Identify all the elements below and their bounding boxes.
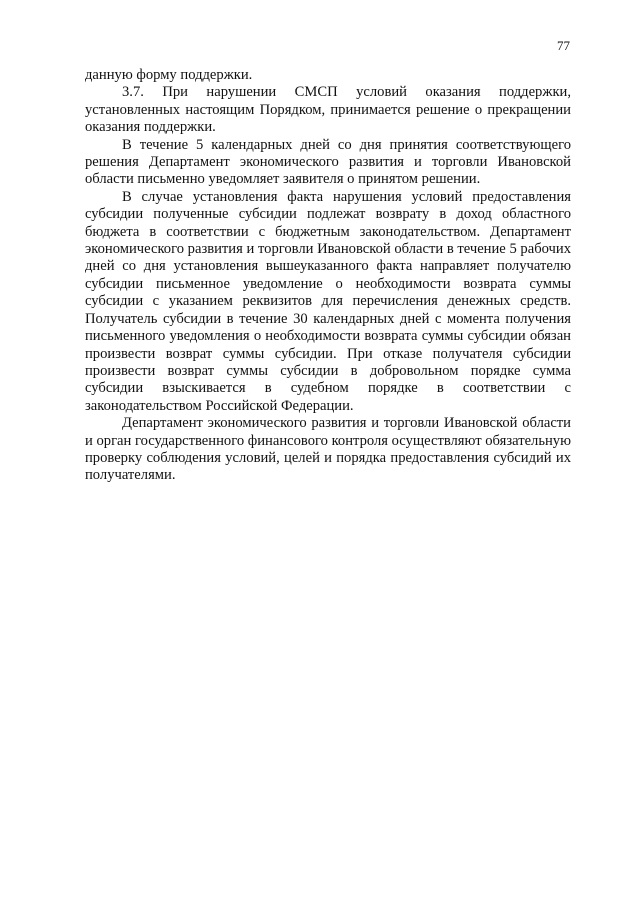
paragraph-3-7: 3.7. При нарушении СМСП условий оказания поддержки, установленных настоящим Порядком, принимается решение о прекращении оказания поддержки.	[85, 84, 571, 136]
paragraph-financial-control: Департамент экономического развития и торговли Ивановской области и орган государственного финансового контроля осуществляют обязательную проверку соблюдения условий, целей и порядка предоставления субсидий их получателями.	[85, 415, 571, 484]
document-body	[85, 67, 571, 485]
paragraph-continuation: данную форму поддержки.	[85, 67, 253, 83]
page-number: 77	[557, 38, 570, 53]
paragraph-notification: В течение 5 календарных дней со дня принятия соответствующего решения Департамент экономического развития и торговли Ивановской области письменно уведомляет заявителя о принятом решении.	[85, 136, 571, 188]
paragraph-subsidy-return: В случае установления факта нарушения условий предоставления субсидии полученные субсидии подлежат возврату в доход областного бюджета в соответствии с бюджетным законодательством. Департамент экономического развития и торговли Ивановской области в течение 5 рабочих дней со дня установления вышеуказанного факта направляет получателю субсидии письменное уведомление о необходимости возврата суммы субсидии с указанием реквизитов для перечисления денежных средств. Получатель субсидии в течение 30 календарных дней с момента получения письменного уведомления о необходимости возврата суммы субсидии обязан произвести возврат суммы субсидии. При отказе получателя субсидии произвести возврат суммы субсидии в добровольном порядке сумма субсидии взыскивается в судебном порядке в соответствии с законодательством Российской Федерации.	[85, 188, 571, 414]
